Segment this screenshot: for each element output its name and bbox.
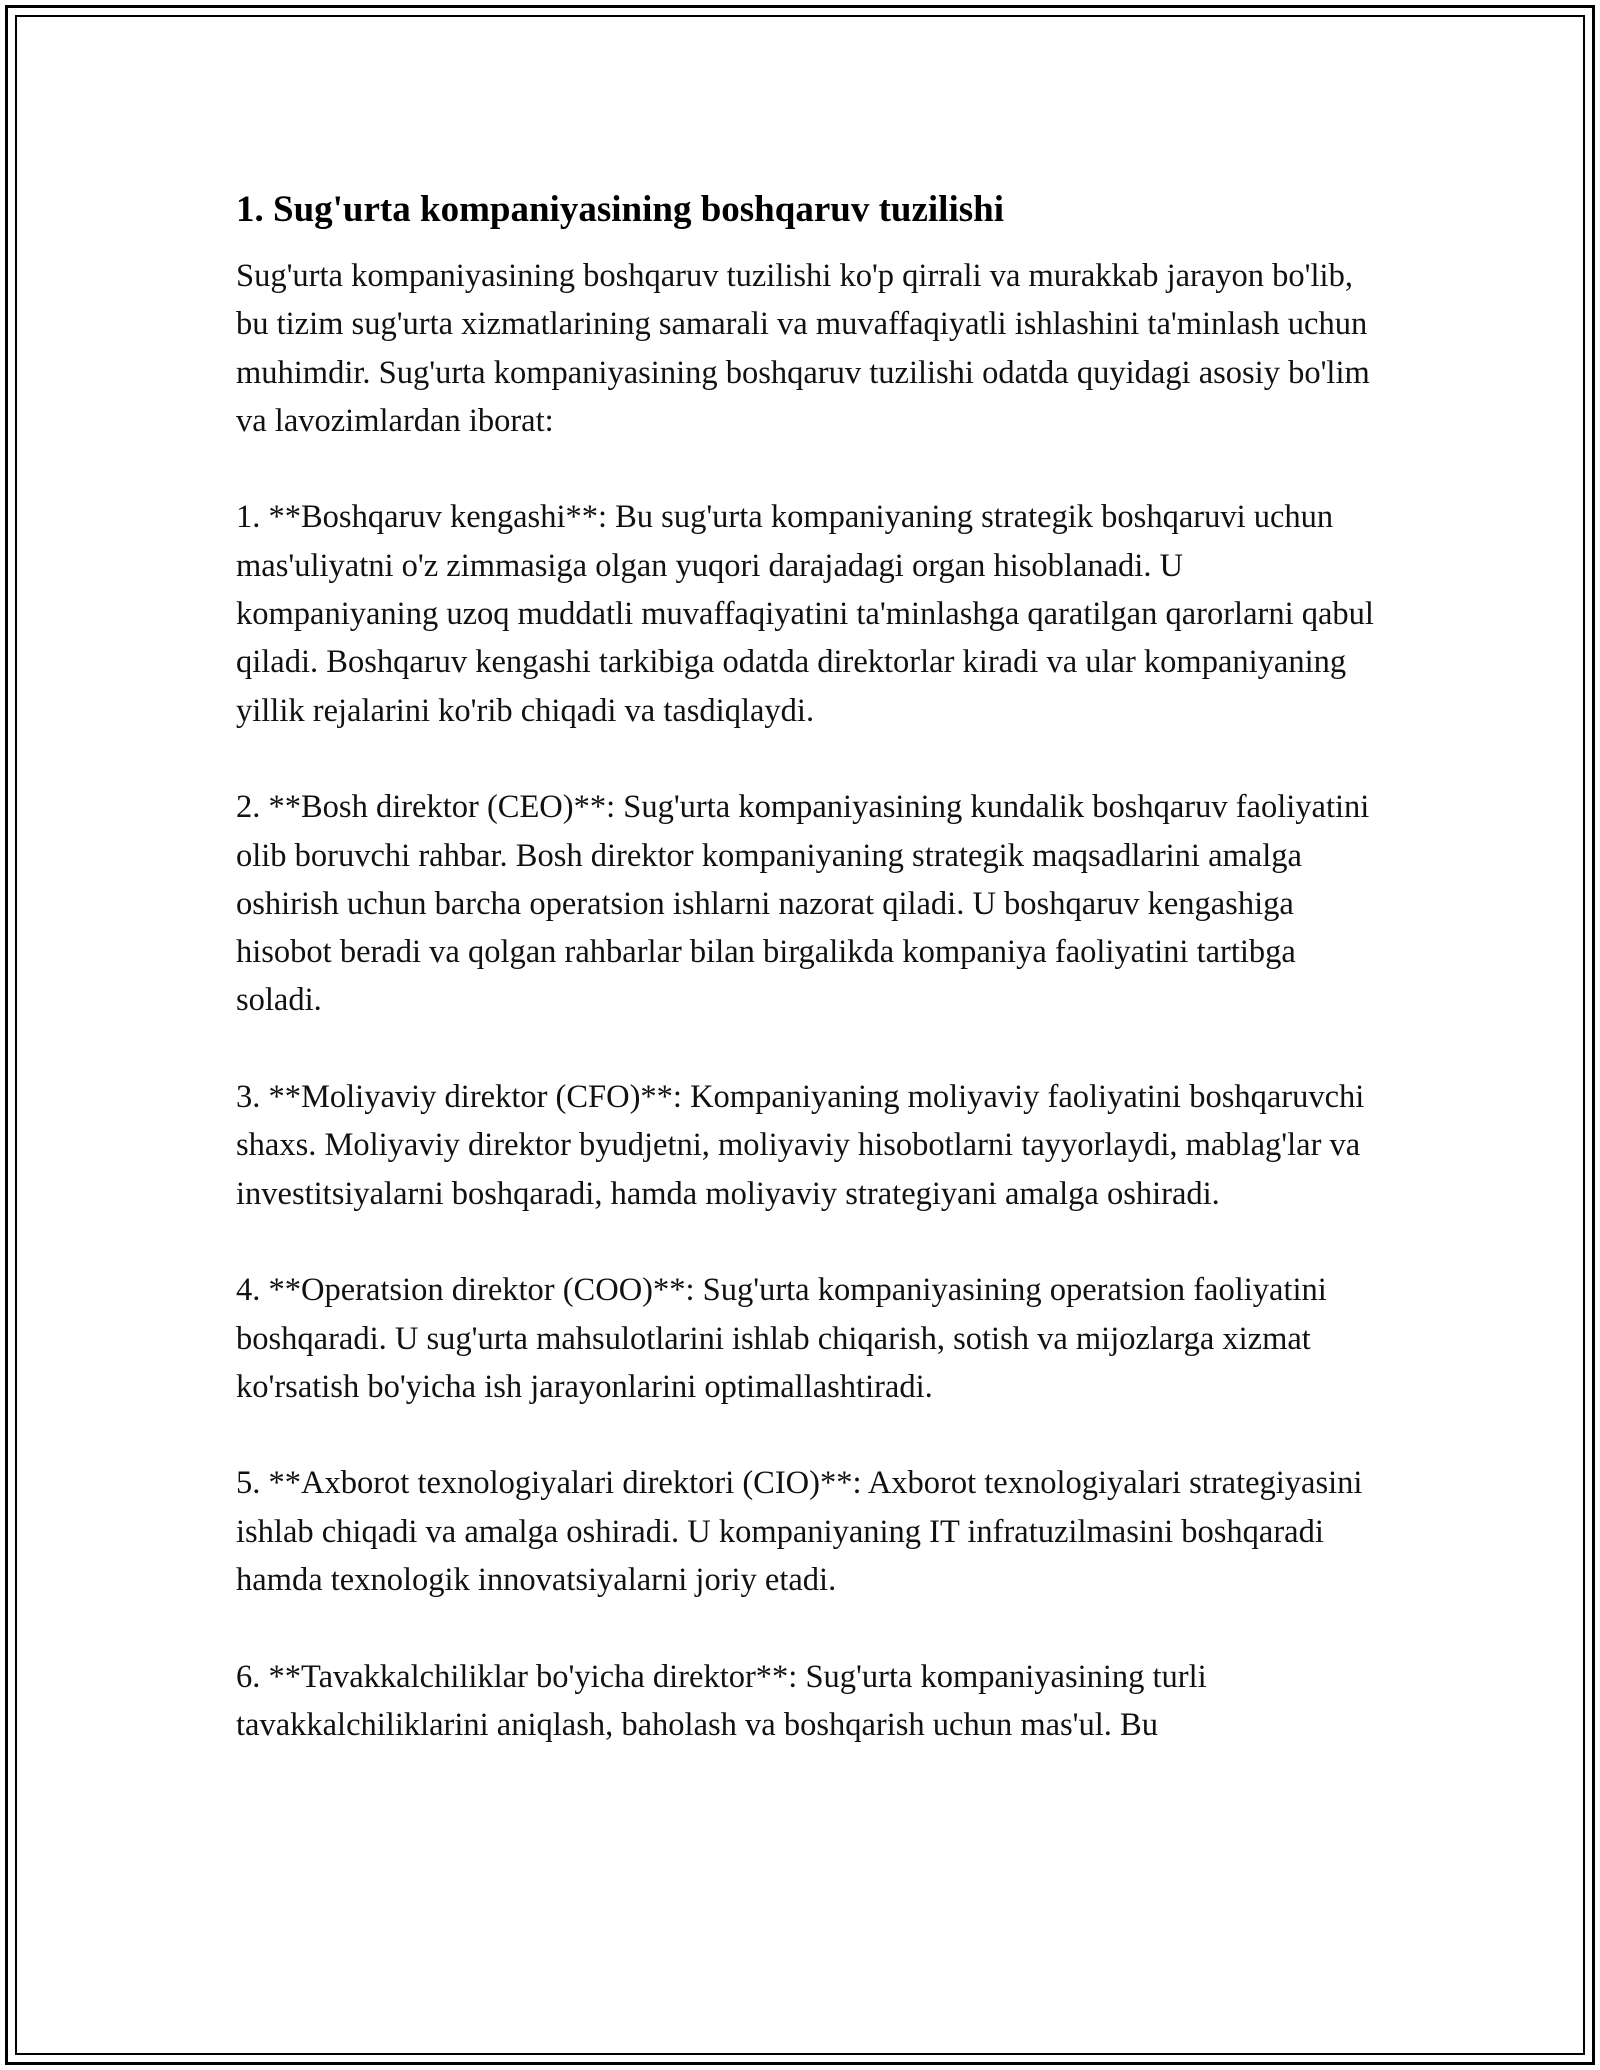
list-item-risk-director: 6. **Tavakkalchiliklar bo'yicha direktor**: Sug'urta kompaniyasining turli tavakkalchiliklarini aniqlash, baholash va boshqarish uchun mas'ul. Bu [236,1658,1207,1743]
list-item-cio: 5. **Axborot texnologiyalari direktori (CIO)**: Axborot texnologiyalari strategiyasini ishlab chiqadi va amalga oshiradi. U kompaniyaning IT infratuzilmasini boshqaradi hamda texnologik innovatsiyalarni joriy etadi. [236,1465,1363,1599]
document-title: 1. Sug'urta kompaniyasining boshqaruv tuzilishi [236,189,1005,230]
list-item-board: 1. **Boshqaruv kengashi**: Bu sug'urta kompaniyaning strategik boshqaruvi uchun mas'uliyatni o'z zimmasiga olgan yuqori darajadagi organ hisoblanadi. U kompaniyaning uzoq muddatli muvaffaqiyatini ta'minlashga qaratilgan qarorlarni qabul qiladi. Boshqaruv kengashi tarkibiga odatda direktorlar kiradi va ular kompaniyaning yillik rejalarini ko'rib chiqadi va tasdiqlaydi. [236,499,1374,729]
list-item-cfo: 3. **Moliyaviy direktor (CFO)**: Kompaniyaning moliyaviy faoliyatini boshqaruvchi shaxs. Moliyaviy direktor byudjetni, moliyaviy hisobotlarni tayyorlaydi, mablag'lar va investitsiyalarni boshqaradi, hamda moliyaviy strategiyani amalga oshiradi. [236,1079,1365,1212]
list-item-ceo: 2. **Bosh direktor (CEO)**: Sug'urta kompaniyasining kundalik boshqaruv faoliyatini olib boruvchi rahbar. Bosh direktor kompaniyaning strategik maqsadlarini amalga oshirish uchun barcha operatsion ishlarni nazorat qiladi. U boshqaruv kengashiga hisobot beradi va qolgan rahbarlar bilan birgalikda kompaniya faoliyatini tartibga soladi. [236,789,1370,1019]
intro-paragraph: Sug'urta kompaniyasining boshqaruv tuzilishi ko'p qirrali va murakkab jarayon bo'lib, bu tizim sug'urta xizmatlarining samarali va muvaffaqiyatli ishlashini ta'minlash uchun muhimdir. Sug'urta kompaniyasining boshqaruv tuzilishi odatda quyidagi asosiy bo'lim va lavozimlardan iborat: [236,258,1370,439]
list-item-coo: 4. **Operatsion direktor (COO)**: Sug'urta kompaniyasining operatsion faoliyatini boshqaradi. U sug'urta mahsulotlarini ishlab chiqarish, sotish va mijozlarga xizmat ko'rsatish bo'yicha ish jarayonlarini optimallashtiradi. [236,1272,1327,1405]
document-body [236,186,1376,1798]
